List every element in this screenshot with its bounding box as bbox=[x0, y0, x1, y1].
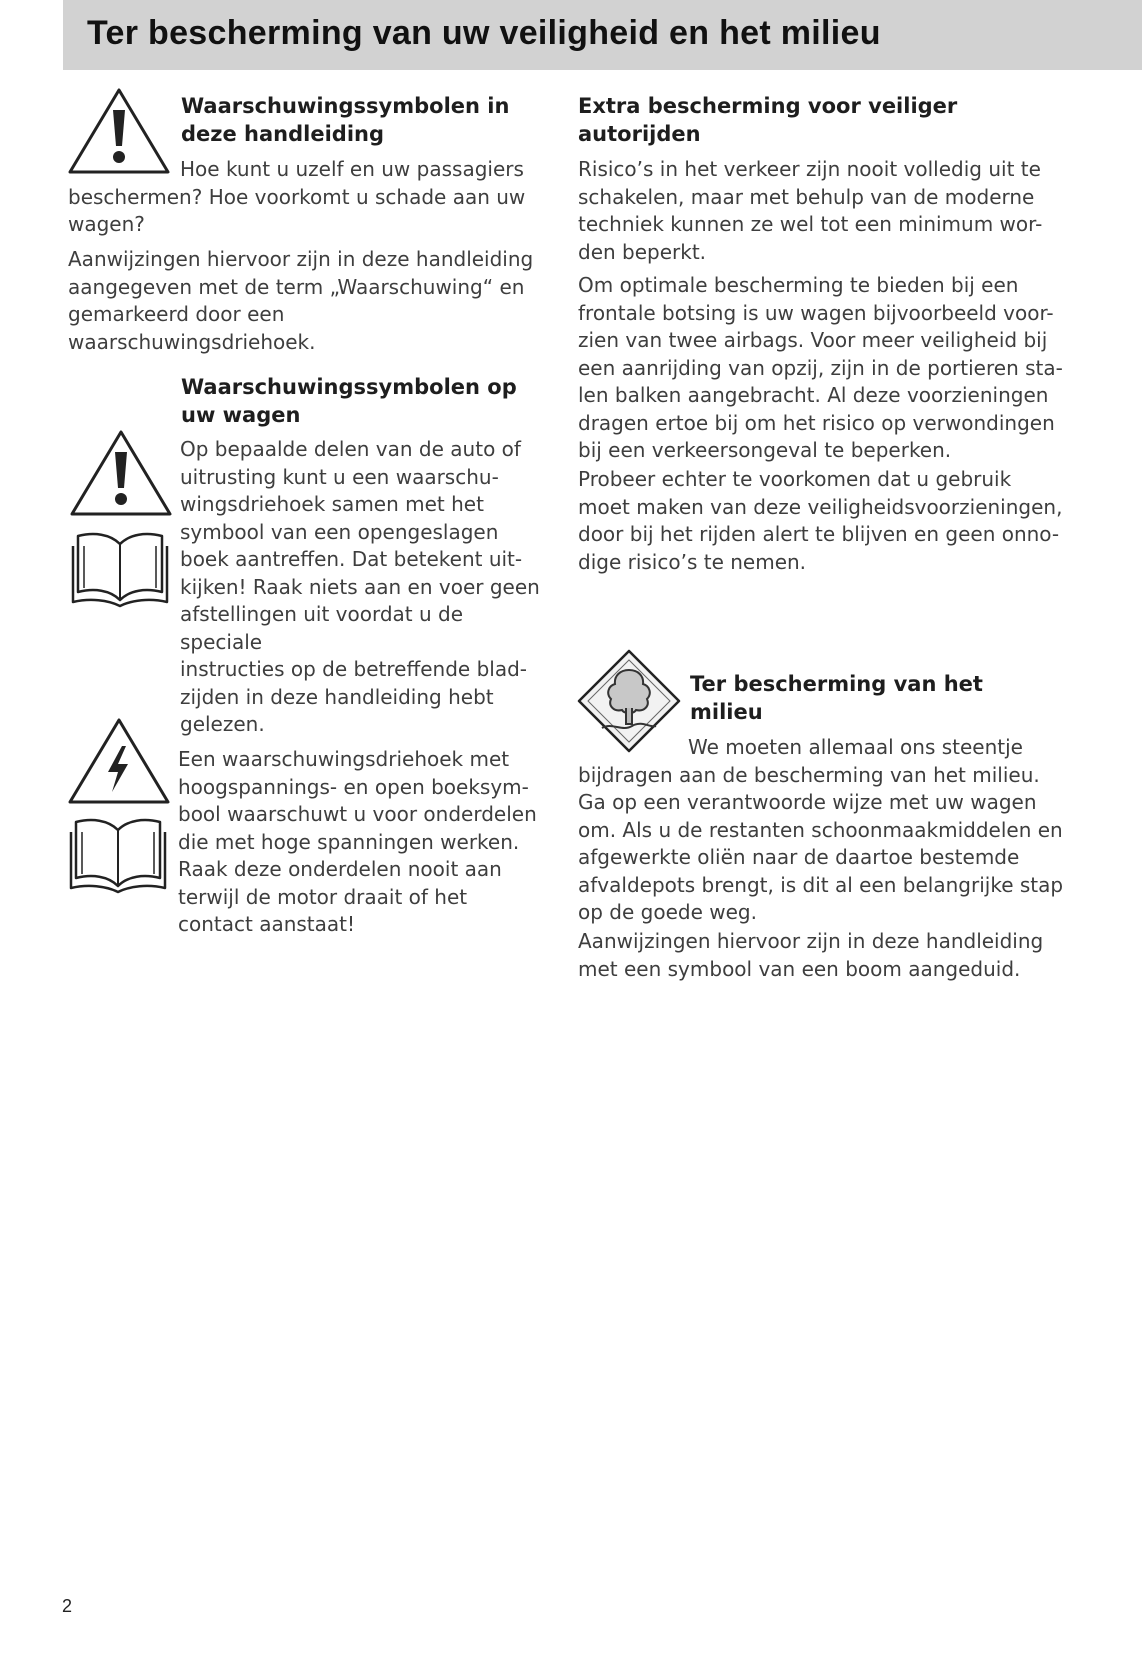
paragraph-traffic-risks bbox=[578, 156, 1068, 266]
heading-line: Ter bescherming van het bbox=[690, 672, 983, 696]
text-line: moet maken van deze veiligheidsvoorzieningen, bbox=[578, 494, 1063, 519]
text-line: een aanrijding van opzij, zijn in de portieren sta- bbox=[578, 355, 1063, 380]
text-line: dige risico’s te nemen. bbox=[578, 549, 807, 574]
text-line: gemarkeerd door een waarschuwingsdriehoek. bbox=[68, 302, 316, 354]
open-book-icon bbox=[68, 812, 168, 894]
heading-line: Waarschuwingssymbolen op bbox=[181, 375, 517, 399]
text-line: den beperkt. bbox=[578, 239, 707, 264]
page-header bbox=[63, 0, 1142, 70]
text-line: uitrusting kunt u een waarschu- bbox=[180, 464, 499, 489]
warning-triangle-icon bbox=[68, 428, 174, 520]
text-line: kijken! Raak niets aan en voer geen bbox=[180, 574, 540, 599]
heading-line: uw wagen bbox=[181, 403, 301, 427]
paragraph-high-voltage bbox=[178, 746, 548, 939]
heading-line: autorijden bbox=[578, 122, 701, 146]
text-line: met een symbool van een boom aangeduid. bbox=[578, 956, 1021, 981]
text-line: bij een verkeersongeval te beperken. bbox=[578, 438, 952, 462]
text-line: beschermen? Hoe voorkomt u schade aan uw bbox=[68, 184, 526, 209]
text-line: Aanwijzingen hiervoor zijn in deze handleiding bbox=[578, 929, 1044, 953]
text-line: Risico’s in het verkeer zijn nooit volledig uit te bbox=[578, 157, 1041, 181]
text-line: Een waarschuwingsdriehoek met bbox=[178, 747, 510, 771]
text-line: bool waarschuwt u voor onderdelen bbox=[178, 802, 537, 826]
heading-line: Extra bescherming voor veiliger bbox=[578, 94, 958, 118]
text-line: bijdragen aan de bescherming van het milieu. bbox=[578, 762, 1040, 787]
paragraph-avoid-use bbox=[578, 466, 1068, 576]
text-line: Ga op een verantwoorde wijze met uw wagen bbox=[578, 790, 1037, 814]
text-line: wagen? bbox=[68, 212, 145, 236]
text-line: Hoe kunt u uzelf en uw passagiers bbox=[180, 157, 524, 181]
paragraph-tree-symbol bbox=[578, 928, 1068, 983]
text-line: instructies op de betreffende blad- bbox=[180, 657, 527, 681]
paragraph-airbags bbox=[578, 272, 1068, 465]
text-line: die met hoge spanningen werken. bbox=[178, 829, 520, 854]
text-line: dragen ertoe bij om het risico op verwondingen bbox=[578, 410, 1055, 435]
text-line: gelezen. bbox=[180, 712, 265, 736]
text-line: techniek kunnen ze wel tot een minimum wor- bbox=[578, 212, 1043, 236]
text-line: afstellingen uit voordat u de speciale bbox=[180, 602, 464, 654]
paragraph-environment bbox=[578, 734, 1068, 927]
text-line: schakelen, maar met behulp van de moderne bbox=[578, 184, 1035, 209]
page-number: 2 bbox=[62, 1596, 73, 1616]
text-line: wingsdriehoek samen met het bbox=[180, 492, 484, 516]
text-line: op de goede weg. bbox=[578, 900, 757, 924]
text-line: We moeten allemaal ons steentje bbox=[688, 735, 1023, 759]
heading-line: milieu bbox=[690, 700, 763, 724]
text-line: Om optimale bescherming te bieden bij een bbox=[578, 273, 1019, 297]
paragraph-warning-term bbox=[68, 246, 538, 356]
text-line: Raak deze onderdelen nooit aan bbox=[178, 857, 502, 881]
text-line: contact aanstaat! bbox=[178, 912, 356, 936]
page-title: Ter bescherming van uw veiligheid en het milieu bbox=[87, 14, 881, 52]
paragraph-vehicle-symbols bbox=[180, 436, 550, 739]
text-line: boek aantreffen. Dat betekent uit- bbox=[180, 547, 523, 571]
section-heading-warning-symbols-manual: Waarschuwingssymbolen in deze handleiding bbox=[181, 94, 510, 146]
text-line: symbool van een opengeslagen bbox=[180, 519, 499, 544]
text-line: om. Als u de restanten schoonmaakmiddelen en bbox=[578, 817, 1063, 842]
section-heading-warning-symbols-vehicle bbox=[181, 373, 541, 429]
text-line: aangegeven met de term „Waarschuwing“ en bbox=[68, 274, 525, 299]
text-line: hoogspannings- en open boeksym- bbox=[178, 774, 529, 799]
text-line: door bij het rijden alert te blijven en geen onno- bbox=[578, 522, 1060, 546]
text-line: zien van twee airbags. Voor meer veiligheid bij bbox=[578, 328, 1048, 352]
text-line: afgewerkte oliën naar de daartoe bestemde bbox=[578, 845, 1020, 869]
section-heading-environment bbox=[690, 670, 1050, 726]
text-line: zijden in deze handleiding hebt bbox=[180, 684, 494, 709]
paragraph-passengers bbox=[68, 156, 538, 239]
text-line: frontale botsing is uw wagen bijvoorbeeld voor- bbox=[578, 300, 1054, 325]
text-line: Aanwijzingen hiervoor zijn in deze handleiding bbox=[68, 247, 534, 271]
text-line: terwijl de motor draait of het bbox=[178, 884, 468, 909]
text-line: Op bepaalde delen van de auto of bbox=[180, 437, 521, 461]
open-book-icon bbox=[70, 526, 170, 608]
high-voltage-triangle-icon bbox=[66, 716, 172, 808]
text-line: len balken aangebracht. Al deze voorzieningen bbox=[578, 383, 1049, 407]
section-heading-extra-protection bbox=[578, 92, 1058, 148]
text-line: afvaldepots brengt, is dit al een belangrijke stap bbox=[578, 872, 1064, 897]
text-line: Probeer echter te voorkomen dat u gebruik bbox=[578, 467, 1012, 491]
